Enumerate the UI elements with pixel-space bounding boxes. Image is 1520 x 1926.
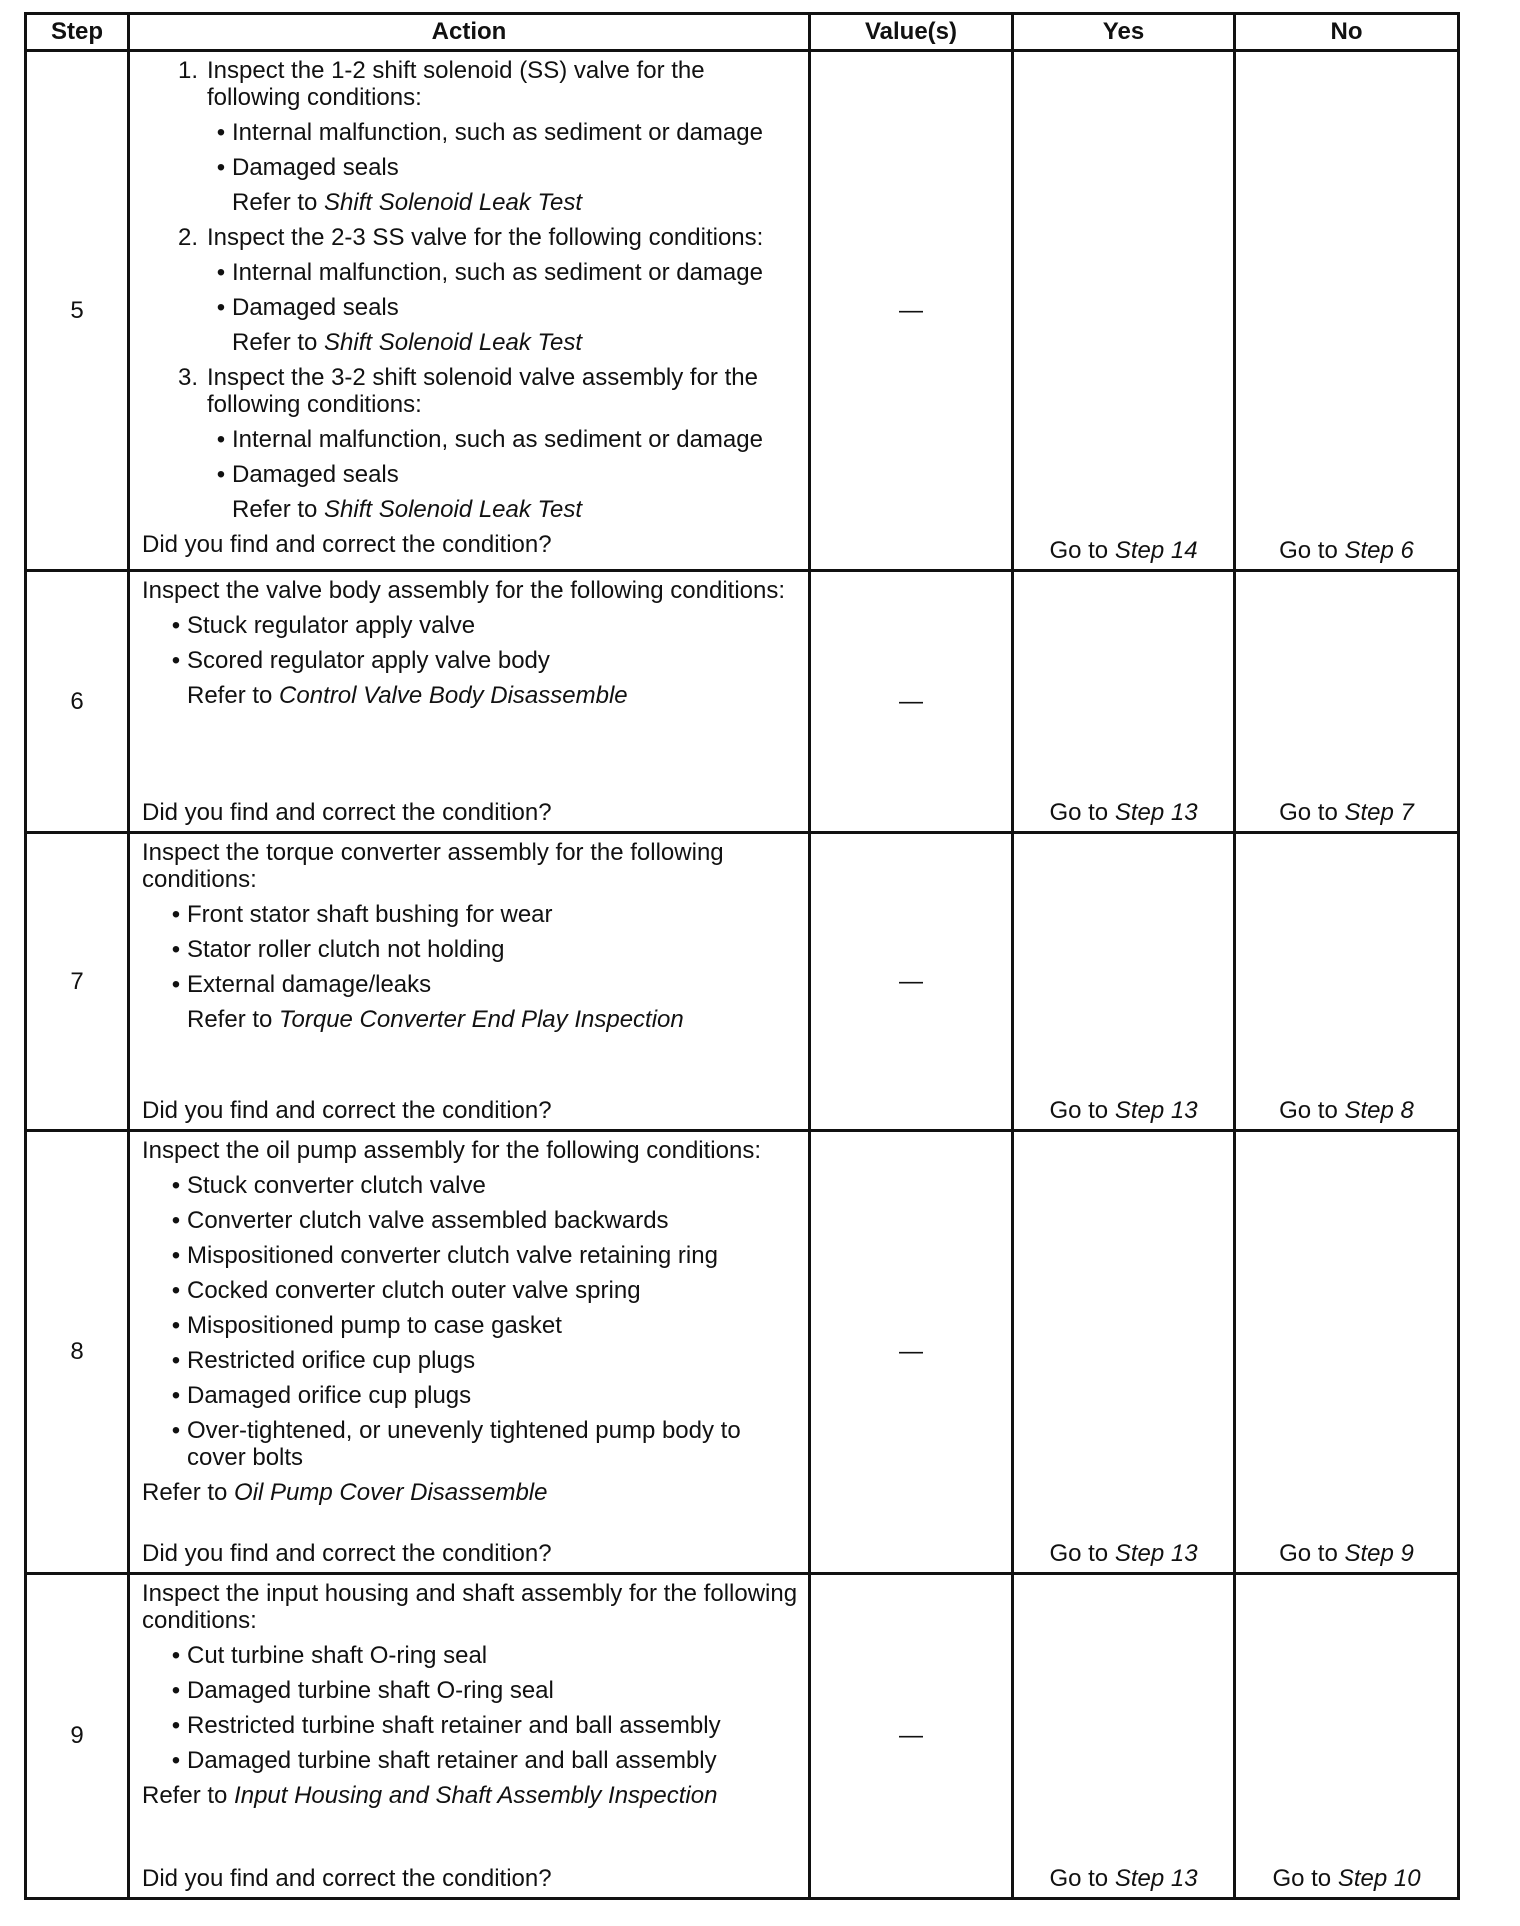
- bullet-icon: •: [171, 936, 181, 963]
- bullet-icon: •: [171, 1277, 181, 1304]
- reference-line: [142, 329, 798, 356]
- reference-link[interactable]: Oil Pump Cover Disassemble: [234, 1479, 548, 1506]
- numbered-item: [142, 364, 798, 418]
- action-cell: [129, 1574, 810, 1899]
- bullet-text: Damaged seals: [232, 154, 399, 181]
- yes-cell: [1013, 571, 1235, 833]
- item-number: 2.: [177, 224, 198, 251]
- bullet-icon: •: [216, 154, 226, 181]
- intro-text: Inspect the input housing and shaft assembly for the following conditions:: [142, 1580, 798, 1634]
- bullet-text: Front stator shaft bushing for wear: [187, 901, 553, 928]
- go-to-label: Go to: [1279, 537, 1338, 564]
- numbered-item: [142, 224, 798, 251]
- bullet-text: External damage/leaks: [187, 971, 432, 998]
- yes-cell: [1013, 1131, 1235, 1574]
- list-item: [142, 971, 798, 998]
- table-row: [26, 1574, 1459, 1899]
- item-number: 3.: [177, 364, 198, 391]
- item-text: Inspect the 2-3 SS valve for the following conditions:: [207, 224, 764, 251]
- bullet-icon: •: [171, 1642, 181, 1669]
- bullet-text: Scored regulator apply valve body: [187, 647, 550, 674]
- refer-to-label: Refer to: [232, 496, 318, 523]
- list-item: [142, 294, 798, 321]
- go-to-label: Go to: [1279, 1097, 1338, 1124]
- reference-link[interactable]: Input Housing and Shaft Assembly Inspection: [234, 1782, 718, 1809]
- no-cell: [1235, 1131, 1459, 1574]
- list-item: [142, 612, 798, 639]
- header-action: Action: [129, 14, 810, 51]
- go-to-label: Go to: [1272, 1865, 1332, 1892]
- reference-link[interactable]: Shift Solenoid Leak Test: [324, 496, 582, 523]
- yes-cell: [1013, 1574, 1235, 1899]
- reference-link[interactable]: Shift Solenoid Leak Test: [324, 329, 582, 356]
- bullet-icon: •: [171, 901, 181, 928]
- refer-to-label: Refer to: [232, 189, 318, 216]
- yes-cell: [1013, 51, 1235, 571]
- bullet-icon: •: [216, 461, 226, 488]
- refer-to-label: Refer to: [187, 1006, 273, 1033]
- no-cell: [1235, 51, 1459, 571]
- question-text: Did you find and correct the condition?: [142, 531, 552, 558]
- numbered-item: [142, 57, 798, 111]
- no-cell: [1235, 571, 1459, 833]
- bullet-icon: •: [171, 1242, 181, 1269]
- bullet-icon: •: [216, 119, 226, 146]
- list-item: [142, 1207, 798, 1234]
- list-item: [142, 1747, 798, 1774]
- item-text: Inspect the 1-2 shift solenoid (SS) valve for the following conditions:: [207, 57, 705, 111]
- bullet-text: Internal malfunction, such as sediment or damage: [232, 259, 763, 286]
- yes-step-link[interactable]: Step 13: [1114, 1540, 1198, 1567]
- bullet-text: Stuck converter clutch valve: [187, 1172, 486, 1199]
- go-to-label: Go to: [1279, 1540, 1338, 1567]
- refer-to-label: Refer to: [142, 1479, 228, 1506]
- bullet-text: Over-tightened, or unevenly tightened pump body to cover bolts: [187, 1417, 741, 1471]
- bullet-icon: •: [171, 1382, 181, 1409]
- bullet-text: Restricted turbine shaft retainer and ball assembly: [187, 1712, 721, 1739]
- action-cell: [129, 833, 810, 1131]
- bullet-icon: •: [171, 1417, 181, 1444]
- bullet-text: Converter clutch valve assembled backwards: [187, 1207, 669, 1234]
- no-cell: [1235, 833, 1459, 1131]
- yes-step-link[interactable]: Step 13: [1114, 1865, 1198, 1892]
- value-cell: —: [810, 1574, 1013, 1899]
- diagnostic-table: [24, 12, 1460, 1900]
- header-no: No: [1235, 14, 1459, 51]
- bullet-icon: •: [216, 294, 226, 321]
- intro-text: Inspect the valve body assembly for the following conditions:: [142, 577, 786, 604]
- bullet-icon: •: [171, 1677, 181, 1704]
- bullet-text: Internal malfunction, such as sediment or damage: [232, 119, 763, 146]
- reference-line: [142, 1782, 798, 1809]
- yes-step-link[interactable]: Step 13: [1114, 1097, 1198, 1124]
- bullet-icon: •: [171, 1347, 181, 1374]
- bullet-text: Damaged seals: [232, 294, 399, 321]
- header-row: [26, 14, 1459, 51]
- reference-line: [142, 496, 798, 523]
- list-item: [142, 1347, 798, 1374]
- list-item: [142, 901, 798, 928]
- bullet-icon: •: [171, 971, 181, 998]
- header-step: Step: [26, 14, 129, 51]
- intro-text: Inspect the torque converter assembly for the following conditions:: [142, 839, 724, 893]
- bullet-icon: •: [171, 1172, 181, 1199]
- go-to-label: Go to: [1049, 1097, 1109, 1124]
- bullet-icon: •: [171, 1207, 181, 1234]
- list-item: [142, 647, 798, 674]
- no-step-link[interactable]: Step 6: [1344, 537, 1414, 564]
- list-item: [142, 426, 798, 453]
- list-item: [142, 1417, 798, 1471]
- action-cell: [129, 1131, 810, 1574]
- list-item: [142, 259, 798, 286]
- reference-line: [142, 189, 798, 216]
- bullet-text: Restricted orifice cup plugs: [187, 1347, 476, 1374]
- step-number: 9: [26, 1574, 129, 1899]
- bullet-text: Internal malfunction, such as sediment or damage: [232, 426, 763, 453]
- bullet-icon: •: [171, 647, 181, 674]
- bullet-text: Stator roller clutch not holding: [187, 936, 505, 963]
- go-to-label: Go to: [1049, 799, 1109, 826]
- go-to-label: Go to: [1279, 799, 1338, 826]
- step-number: 8: [26, 1131, 129, 1574]
- list-item: [142, 1712, 798, 1739]
- no-cell: [1235, 1574, 1459, 1899]
- question-text: Did you find and correct the condition?: [142, 799, 552, 826]
- bullet-icon: •: [171, 1747, 181, 1774]
- list-item: [142, 154, 798, 181]
- list-item: [142, 119, 798, 146]
- reference-link[interactable]: Torque Converter End Play Inspection: [279, 1006, 684, 1033]
- value-cell: —: [810, 1131, 1013, 1574]
- value-cell: —: [810, 833, 1013, 1131]
- go-to-label: Go to: [1049, 1540, 1109, 1567]
- table-row: [26, 51, 1459, 571]
- yes-cell: [1013, 833, 1235, 1131]
- item-text: Inspect the 3-2 shift solenoid valve assembly for the following conditions:: [207, 364, 758, 418]
- no-step-link[interactable]: Step 10: [1337, 1865, 1421, 1892]
- yes-step-link[interactable]: Step 13: [1114, 799, 1198, 826]
- header-yes: Yes: [1013, 14, 1235, 51]
- list-item: [142, 1677, 798, 1704]
- list-item: [142, 1172, 798, 1199]
- no-step-link[interactable]: Step 8: [1344, 1097, 1414, 1124]
- step-number: 6: [26, 571, 129, 833]
- question-text: Did you find and correct the condition?: [142, 1865, 552, 1892]
- bullet-text: Damaged turbine shaft O-ring seal: [187, 1677, 554, 1704]
- step-number: 5: [26, 51, 129, 571]
- item-number: 1.: [177, 57, 198, 84]
- list-item: [142, 1242, 798, 1269]
- bullet-icon: •: [216, 426, 226, 453]
- reference-link[interactable]: Control Valve Body Disassemble: [279, 682, 628, 709]
- list-item: [142, 1642, 798, 1669]
- bullet-text: Damaged orifice cup plugs: [187, 1382, 472, 1409]
- bullet-icon: •: [171, 1312, 181, 1339]
- question-text: Did you find and correct the condition?: [142, 1097, 552, 1124]
- bullet-text: Damaged seals: [232, 461, 399, 488]
- action-cell: [129, 571, 810, 833]
- bullet-text: Cocked converter clutch outer valve spring: [187, 1277, 641, 1304]
- refer-to-label: Refer to: [232, 329, 318, 356]
- table-row: [26, 833, 1459, 1131]
- bullet-text: Mispositioned converter clutch valve retaining ring: [187, 1242, 718, 1269]
- list-item: [142, 1277, 798, 1304]
- value-cell: —: [810, 51, 1013, 571]
- bullet-text: Stuck regulator apply valve: [187, 612, 476, 639]
- table-row: [26, 571, 1459, 833]
- no-step-link[interactable]: Step 7: [1344, 799, 1414, 826]
- reference-line: [142, 682, 798, 709]
- bullet-icon: •: [171, 612, 181, 639]
- refer-to-label: Refer to: [187, 682, 273, 709]
- reference-line: [142, 1006, 798, 1033]
- go-to-label: Go to: [1049, 537, 1109, 564]
- list-item: [142, 1312, 798, 1339]
- action-cell: [129, 51, 810, 571]
- intro-text: Inspect the oil pump assembly for the following conditions:: [142, 1137, 761, 1164]
- list-item: [142, 936, 798, 963]
- bullet-icon: •: [171, 1712, 181, 1739]
- bullet-text: Cut turbine shaft O-ring seal: [187, 1642, 488, 1669]
- value-cell: —: [810, 571, 1013, 833]
- bullet-text: Damaged turbine shaft retainer and ball assembly: [187, 1747, 717, 1774]
- reference-link[interactable]: Shift Solenoid Leak Test: [324, 189, 582, 216]
- bullet-text: Mispositioned pump to case gasket: [187, 1312, 562, 1339]
- bullet-icon: •: [216, 259, 226, 286]
- list-item: [142, 461, 798, 488]
- refer-to-label: Refer to: [142, 1782, 228, 1809]
- yes-step-link[interactable]: Step 14: [1114, 537, 1198, 564]
- question-text: Did you find and correct the condition?: [142, 1540, 552, 1567]
- header-values: Value(s): [810, 14, 1013, 51]
- list-item: [142, 1382, 798, 1409]
- step-number: 7: [26, 833, 129, 1131]
- no-step-link[interactable]: Step 9: [1344, 1540, 1414, 1567]
- table-row: [26, 1131, 1459, 1574]
- go-to-label: Go to: [1049, 1865, 1109, 1892]
- reference-line: [142, 1479, 798, 1506]
